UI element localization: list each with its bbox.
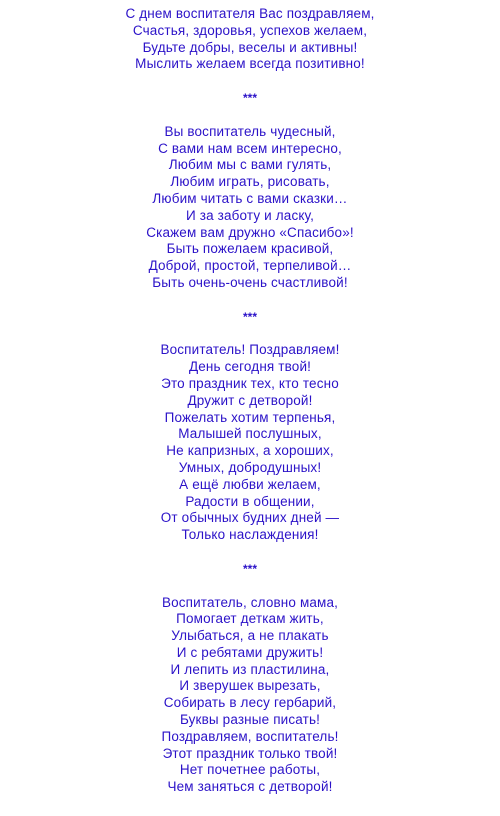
poem-line: Буквы разные писать!: [179, 712, 321, 728]
poem-line: День сегодня твой!: [188, 359, 312, 375]
poem-line: С вами нам всем интересно,: [158, 140, 342, 156]
poem-line: Любим играть, рисовать,: [170, 174, 330, 190]
stanza-2: [0, 124, 500, 292]
poem-line: Помогает деткам жить,: [176, 611, 324, 627]
poem-line: Быть пожелаем красивой,: [166, 241, 334, 257]
poem-line: Умных, добродушных!: [178, 459, 322, 475]
poem-line: Мыслить желаем всегда позитивно!: [135, 56, 365, 72]
poem-line: Только наслаждения!: [181, 527, 319, 543]
poem-line: Этот праздник только твой!: [162, 745, 338, 761]
poem-line: Воспитатель! Поздравляем!: [160, 342, 340, 358]
poem-line: Улыбаться, а не плакать: [171, 628, 329, 644]
stanza-1: [0, 6, 500, 73]
poem-line: Вы воспитатель чудесный,: [164, 123, 336, 139]
poem-line: Собирать в лесу гербарий,: [163, 695, 337, 711]
poem-line: И зверушек вырезать,: [179, 678, 321, 694]
poem-line: А ещё любви желаем,: [179, 476, 321, 492]
poem-line: Доброй, простой, терпеливой…: [148, 258, 352, 274]
stanza-separator: ***: [242, 309, 257, 324]
poem-line: И за заботу и ласку,: [185, 207, 314, 223]
poem-line: Не капризных, а хороших,: [166, 443, 334, 459]
poem-line: Воспитатель, словно мама,: [161, 594, 339, 610]
stanza-separator: ***: [242, 561, 257, 576]
poem-line: Дружит с детворой!: [187, 392, 313, 408]
stanza-3: [0, 342, 500, 544]
poem-line: Скажем вам дружно «Спасибо»!: [146, 224, 354, 240]
poem-line: От обычных будних дней —: [160, 510, 340, 526]
stanza-4: [0, 595, 500, 797]
poem-line: И с ребятами дружить!: [176, 644, 324, 660]
poem-line: И лепить из пластилина,: [170, 661, 330, 677]
poem-line: Малышей послушных,: [178, 426, 322, 442]
poem-line: С днем воспитателя Вас поздравляем,: [125, 6, 375, 21]
poem-line: Любим мы с вами гулять,: [168, 157, 332, 173]
poem-line: Это праздник тех, кто тесно: [161, 375, 339, 391]
poem-line: Нет почетнее работы,: [179, 762, 321, 778]
poem-line: Чем заняться с детворой!: [167, 779, 333, 795]
poem-line: Радости в общении,: [185, 493, 315, 509]
stanza-separator: ***: [242, 90, 257, 105]
poem-line: Любим читать с вами сказки…: [152, 190, 348, 206]
poem-line: Быть очень-очень счастливой!: [152, 274, 348, 290]
poem-line: Пожелать хотим терпенья,: [164, 409, 336, 425]
poem-line: Счастья, здоровья, успехов желаем,: [132, 22, 368, 38]
poem-line: Поздравляем, воспитатель!: [161, 728, 339, 744]
poem-line: Будьте добры, веселы и активны!: [142, 39, 358, 55]
